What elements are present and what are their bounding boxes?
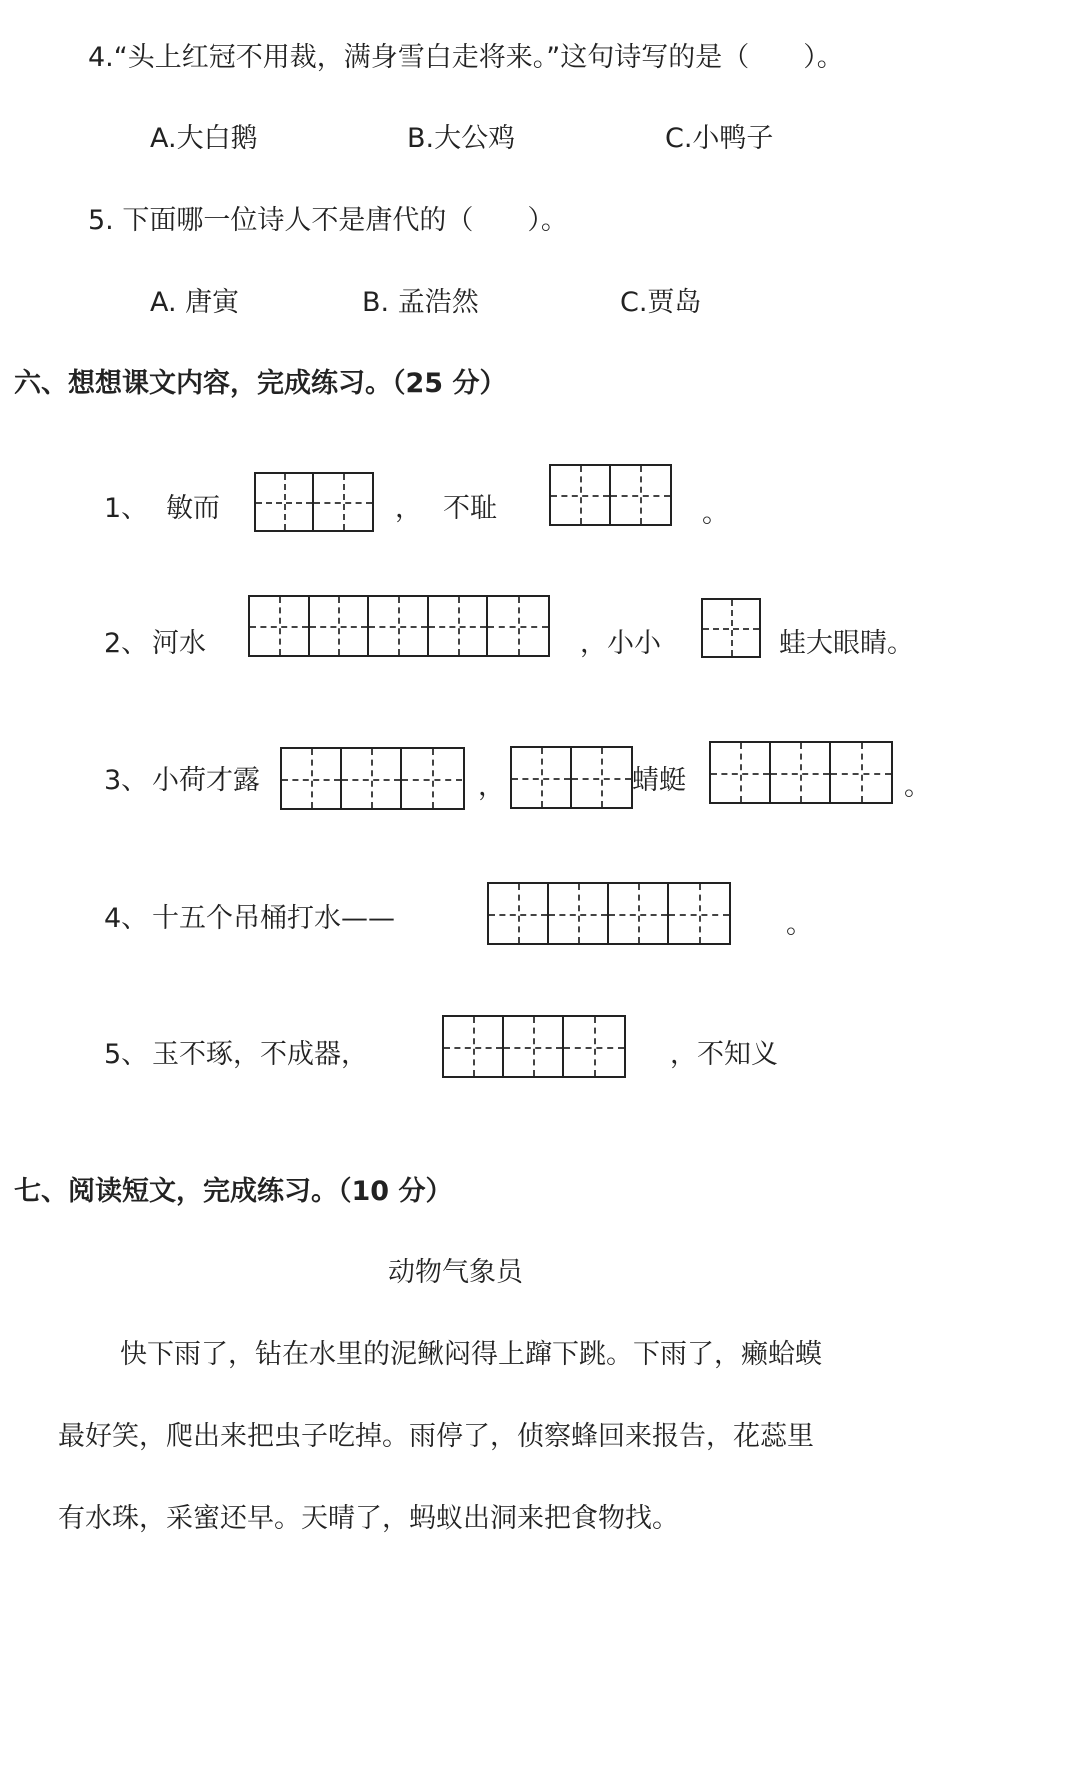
q5-stem: 5. 下面哪一位诗人不是唐代的（ ）。: [88, 205, 568, 236]
s6-item2-text-b: ，小小: [580, 628, 661, 659]
section6-heading: 六、想想课文内容，完成练习。（25 分）: [14, 368, 507, 399]
writing-cell: [551, 466, 611, 524]
s6-item5-answer-box[interactable]: [442, 1015, 626, 1078]
writing-cell: [669, 884, 729, 943]
s6-item3-num: 3、: [104, 765, 149, 796]
s6-item1-text-a: 敏而: [166, 493, 220, 524]
s6-item2-answer-box-2[interactable]: [701, 598, 761, 658]
s6-item2-text-c: 蛙大眼睛。: [779, 628, 914, 659]
writing-cell: [504, 1017, 564, 1076]
q5-option-a: A. 唐寅: [150, 287, 240, 318]
passage-title: 动物气象员: [388, 1257, 523, 1288]
writing-cell: [282, 749, 342, 808]
s6-item4-text-b: 。: [786, 909, 813, 940]
writing-cell: [369, 597, 429, 655]
writing-cell: [609, 884, 669, 943]
writing-cell: [444, 1017, 504, 1076]
writing-cell: [429, 597, 489, 655]
s6-item3-answer-box-3[interactable]: [709, 741, 893, 804]
s6-item2-text-a: 河水: [152, 628, 206, 659]
writing-cell: [402, 749, 462, 808]
s6-item5-text-b: ，不知义: [670, 1039, 778, 1070]
s6-item5-num: 5、: [104, 1039, 149, 1070]
s6-item5-text-a: 玉不琢，不成器，: [152, 1039, 368, 1070]
s6-item1-text-b: ，: [395, 493, 422, 524]
writing-cell: [512, 748, 572, 807]
writing-cell: [314, 474, 372, 530]
s6-item1-text-d: 。: [702, 498, 729, 529]
passage-line-1: 快下雨了，钻在水里的泥鳅闷得上蹿下跳。下雨了，癞蛤蟆: [120, 1339, 822, 1370]
s6-item3-answer-box-1[interactable]: [280, 747, 465, 810]
s6-item3-text-c: 蜻蜓: [632, 765, 686, 796]
s6-item2-answer-box-1[interactable]: [248, 595, 550, 657]
passage-line-3: 有水珠，采蜜还早。天晴了，蚂蚁出洞来把食物找。: [58, 1503, 679, 1534]
q4-option-b: B.大公鸡: [407, 123, 516, 154]
q5-option-c: C.贾岛: [620, 287, 702, 318]
writing-cell: [488, 597, 548, 655]
q4-option-c: C.小鸭子: [665, 123, 774, 154]
s6-item1-num: 1、: [104, 493, 149, 524]
s6-item1-answer-box-1[interactable]: [254, 472, 374, 532]
s6-item3-text-b: ，: [478, 771, 505, 802]
writing-cell: [549, 884, 609, 943]
writing-cell: [703, 600, 759, 656]
writing-cell: [256, 474, 314, 530]
writing-cell: [711, 743, 771, 802]
q4-stem: 4.“头上红冠不用裁，满身雪白走将来。”这句诗写的是（ ）。: [88, 42, 844, 73]
s6-item4-num: 4、: [104, 903, 149, 934]
s6-item2-num: 2、: [104, 628, 149, 659]
s6-item3-answer-box-2[interactable]: [510, 746, 633, 809]
writing-cell: [771, 743, 831, 802]
writing-cell: [611, 466, 670, 524]
writing-cell: [831, 743, 891, 802]
s6-item4-answer-box[interactable]: [487, 882, 731, 945]
s6-item1-text-c: 不耻: [443, 493, 497, 524]
passage-line-2: 最好笑，爬出来把虫子吃掉。雨停了，侦察蜂回来报告，花蕊里: [58, 1421, 814, 1452]
writing-cell: [250, 597, 310, 655]
writing-cell: [489, 884, 549, 943]
s6-item1-answer-box-2[interactable]: [549, 464, 672, 526]
writing-cell: [342, 749, 402, 808]
q5-option-b: B. 孟浩然: [362, 287, 479, 318]
writing-cell: [564, 1017, 624, 1076]
q4-option-a: A.大白鹅: [150, 123, 258, 154]
writing-cell: [572, 748, 631, 807]
s6-item4-text-a: 十五个吊桶打水——: [152, 903, 395, 934]
s6-item3-text-d: 。: [904, 771, 931, 802]
s6-item3-text-a: 小荷才露: [152, 765, 260, 796]
writing-cell: [310, 597, 370, 655]
section7-heading: 七、阅读短文，完成练习。（10 分）: [14, 1176, 453, 1207]
